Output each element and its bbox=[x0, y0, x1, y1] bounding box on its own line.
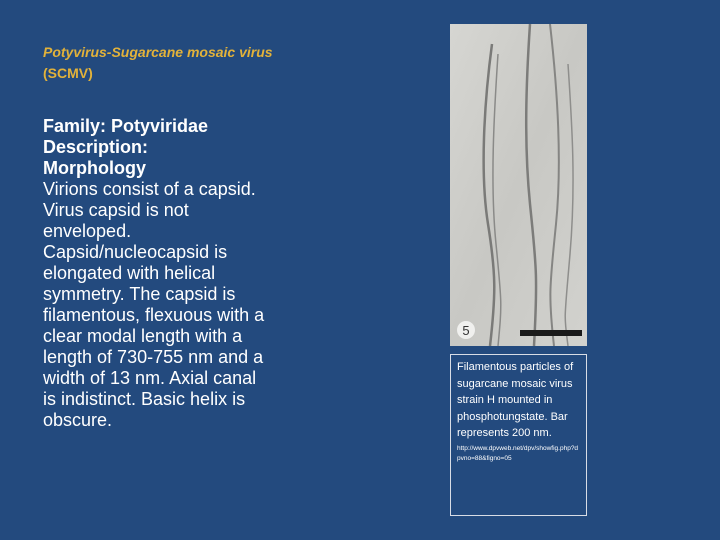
family-label: Family: Potyviridae bbox=[43, 116, 209, 136]
slide-title bbox=[43, 42, 283, 84]
micrograph-image bbox=[450, 24, 587, 346]
description-label: Description: bbox=[43, 137, 149, 157]
title-virus-name: Potyvirus-Sugarcane mosaic virus bbox=[43, 44, 273, 60]
title-abbreviation: (SCMV) bbox=[43, 65, 93, 81]
figure-caption-box bbox=[450, 354, 587, 516]
morphology-heading: Morphology bbox=[43, 158, 146, 178]
figure-caption: Filamentous particles of sugarcane mosaic virus strain H mounted in phosphotungstate. Bar represents 200 nm. bbox=[457, 361, 574, 439]
source-url: http://www.dpvweb.net/dpv/showfig.php?dpvno=88&figno=05 bbox=[457, 444, 579, 462]
scale-bar bbox=[520, 330, 582, 336]
panel-number: 5 bbox=[462, 323, 470, 338]
morphology-text: Virions consist of a capsid. Virus capsid is not enveloped. Capsid/nucleocapsid is elongated with helical symmetry. The capsid is filamentous, flexuous with a clear modal length with a length of 730-755 nm and a width of 13 nm. Axial canal is indistinct. Basic helix is obscure. bbox=[43, 179, 265, 430]
description-panel bbox=[43, 116, 268, 431]
electron-micrograph bbox=[450, 24, 587, 346]
